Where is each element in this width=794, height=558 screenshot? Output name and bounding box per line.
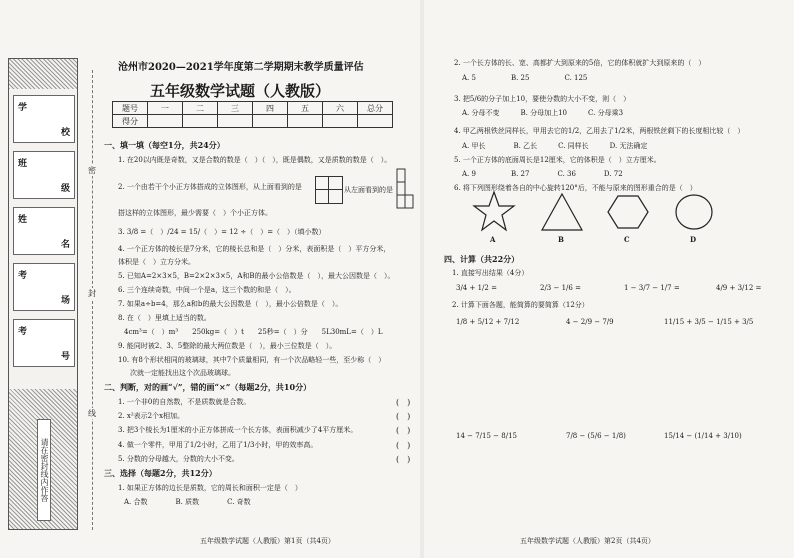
question-6: 6. 三个连续奇数，中间一个是a，这三个数的和是（ ）。 bbox=[118, 286, 296, 294]
calc-expression: 11/15 + 3/5 − 1/15 + 3/5 bbox=[664, 318, 754, 326]
choice-5: 5. 一个正方体的底面周长是12厘米，它的体积是（ ）立方厘米。 bbox=[454, 156, 661, 164]
question-4a: 4. 一个正方体的棱长是7分米，它的棱长总和是（ ）分米，表面积是（ ）平方分米， bbox=[118, 245, 391, 253]
choice-6: 6. 将下列图形绕着各自的中心旋转120°后，不能与原来的图形重合的是（ ） bbox=[454, 184, 697, 192]
question-3: 3. 3/8 =（ ）/24 = 15/（ ）= 12 ÷（ ）=（ ）（填小数） bbox=[118, 228, 326, 236]
question-10a: 10. 有8个形状相同的玻璃球，其中7个质量相同，有一个次品略轻一些，至少称（ ） bbox=[118, 356, 386, 364]
score-header-cell: 五 bbox=[288, 102, 323, 115]
score-header-cell: 三 bbox=[218, 102, 253, 115]
judge-5: 5. 分数的分母越大，分数的大小不变。 bbox=[118, 455, 239, 463]
top-view-figure bbox=[315, 176, 343, 204]
score-cell[interactable] bbox=[253, 115, 288, 128]
calc-part-1: 1. 直接写出结果（4分） bbox=[452, 269, 529, 277]
choice-1: 1. 如果正方体的边长是质数，它的周长和面积一定是（ ） bbox=[118, 484, 302, 492]
field-class[interactable]: 班 级 bbox=[13, 151, 75, 199]
question-10b: 次就一定能找出这个次品玻璃球。 bbox=[130, 369, 235, 377]
score-cell[interactable] bbox=[288, 115, 323, 128]
question-7: 7. 如果a÷b=4，那么a和b的最大公因数是（ ），最小公倍数是（ ）。 bbox=[118, 300, 343, 308]
binding-hatch-top bbox=[9, 59, 77, 89]
calc-item: 4/9 + 3/12 = bbox=[716, 284, 762, 292]
judge-answer-5[interactable]: ( ) bbox=[396, 455, 411, 464]
rotation-shapes bbox=[472, 190, 762, 234]
score-cell[interactable] bbox=[358, 115, 393, 128]
exam-header: 沧州市2020—2021学年度第二学期期末教学质量评估 bbox=[118, 62, 364, 73]
judge-4: 4. 做一个零件，甲用了1/2小时，乙用了1/3小时，甲的效率高。 bbox=[118, 441, 318, 449]
judge-2: 2. x²表示2个x相加。 bbox=[118, 412, 185, 420]
judge-answer-4[interactable]: ( ) bbox=[396, 441, 411, 450]
shape-label: C bbox=[624, 235, 630, 244]
judge-3: 3. 把3个棱长为1厘米的小正方体拼成一个长方体，表面积减少了4平方厘米。 bbox=[118, 426, 358, 434]
choice-1-options: A. 合数 B. 质数 C. 奇数 bbox=[124, 498, 251, 506]
calc-expression: 15/14 − (1/14 + 3/10) bbox=[664, 432, 742, 440]
seal-char: 线 bbox=[88, 409, 96, 418]
section-2-heading: 二、判断，对的画“√”，错的画“×”（每题2分，共10分） bbox=[104, 382, 312, 392]
score-cell[interactable] bbox=[218, 115, 253, 128]
judge-answer-1[interactable]: ( ) bbox=[396, 398, 411, 407]
shape-label: D bbox=[690, 235, 697, 244]
field-school[interactable]: 学 校 bbox=[13, 95, 75, 143]
score-header-cell: 总分 bbox=[358, 102, 393, 115]
triangle-shape bbox=[542, 194, 582, 230]
shape-label: A bbox=[490, 235, 496, 244]
star-shape bbox=[474, 192, 514, 230]
section-3-heading: 三、选择（每题2分，共12分） bbox=[104, 468, 217, 478]
score-header-cell: 二 bbox=[183, 102, 218, 115]
seal-char: 封 bbox=[88, 289, 96, 298]
seal-char: 密 bbox=[88, 166, 96, 175]
score-table bbox=[112, 101, 393, 128]
choice-5-options: A. 9 B. 27 C. 36 D. 72 bbox=[462, 170, 623, 178]
field-room[interactable]: 考 场 bbox=[13, 263, 75, 311]
score-header-cell: 六 bbox=[323, 102, 358, 115]
score-row-label: 得分 bbox=[113, 115, 148, 128]
question-5: 5. 已知A=2×3×5，B=2×2×3×5，A和B的最小公倍数是（ ），最大公因数是（ ）。 bbox=[118, 272, 395, 280]
judge-answer-2[interactable]: ( ) bbox=[396, 412, 411, 421]
exam-title: 五年级数学试题（人教版） bbox=[150, 82, 331, 100]
score-cell[interactable] bbox=[183, 115, 218, 128]
question-2a: 2. 一个由若干个小正方体搭成的立体图形，从上面看到的是 bbox=[118, 183, 302, 191]
calc-expression: 4 − 2/9 − 7/9 bbox=[566, 318, 614, 326]
question-9: 9. 能同时被2、3、5整除的最大两位数是（ ），最小三位数是（ ）。 bbox=[118, 342, 337, 350]
calc-item: 2/3 − 1/6 = bbox=[540, 284, 581, 292]
choice-3-options: A. 分母不变 B. 分母加上10 C. 分母乘3 bbox=[462, 109, 624, 117]
score-header-cell: 题号 bbox=[113, 102, 148, 115]
judge-1: 1. 一个非0的自然数，不是质数就是合数。 bbox=[118, 398, 251, 406]
calc-expression: 1/8 + 5/12 + 7/12 bbox=[456, 318, 520, 326]
hexagon-shape bbox=[608, 196, 648, 228]
page-2-footer: 五年级数学试题（人教版）第2页（共4页） bbox=[520, 537, 655, 545]
exam-page-2 bbox=[424, 0, 794, 558]
binding-strip bbox=[8, 58, 78, 530]
calc-expression: 14 − 7/15 − 8/15 bbox=[456, 432, 517, 440]
score-header-cell: 一 bbox=[148, 102, 183, 115]
question-2b: 从左面看到的是 bbox=[344, 186, 393, 194]
calc-item: 1 − 3/7 − 1/7 = bbox=[624, 284, 680, 292]
choice-3: 3. 把5/6的分子加上10，要使分数的大小不变，则（ ） bbox=[454, 95, 631, 103]
calc-part-2: 2. 计算下面各题，能简算的要简算（12分） bbox=[452, 301, 589, 309]
choice-2-options: A. 5 B. 25 C. 125 bbox=[462, 74, 588, 82]
score-cell[interactable] bbox=[148, 115, 183, 128]
section-4-heading: 四、计算（共22分） bbox=[444, 254, 520, 264]
choice-4-options: A. 甲长 B. 乙长 C. 同样长 D. 无法确定 bbox=[462, 142, 648, 150]
circle-shape bbox=[676, 195, 712, 229]
question-1: 1. 在20以内既是奇数，又是合数的数是（ ）（ ），既是偶数，又是质数的数是（ ）。 bbox=[118, 156, 392, 164]
calc-expression: 7/8 − (5/6 − 1/8) bbox=[566, 432, 626, 440]
score-cell[interactable] bbox=[323, 115, 358, 128]
question-8a: 8. 在（ ）里填上适当的数。 bbox=[118, 314, 211, 322]
field-number[interactable]: 考 号 bbox=[13, 319, 75, 367]
choice-4: 4. 甲乙两根铁丝同样长，甲用去它的1/2，乙用去了1/2米，两根铁丝剩下的长度相比较（ ） bbox=[454, 127, 745, 135]
section-1-heading: 一、填一填（每空1分，共24分） bbox=[104, 140, 225, 150]
shape-label: B bbox=[558, 235, 564, 244]
seal-line bbox=[92, 70, 93, 530]
field-name[interactable]: 姓 名 bbox=[13, 207, 75, 255]
left-view-figure bbox=[396, 168, 414, 210]
binding-note: 请在密封线内作答 bbox=[37, 419, 51, 521]
choice-2: 2. 一个长方体的长、宽、高都扩大到原来的5倍，它的体积就扩大到原来的（ ） bbox=[454, 59, 706, 67]
judge-answer-3[interactable]: ( ) bbox=[396, 426, 411, 435]
page-1-footer: 五年级数学试题（人教版）第1页（共4页） bbox=[200, 537, 335, 545]
question-4b: 体积是（ ）立方分米。 bbox=[118, 258, 195, 266]
calc-item: 3/4 + 1/2 = bbox=[456, 284, 497, 292]
question-2c: 搭这样的立体图形，最少需要（ ）个小正方体。 bbox=[118, 209, 272, 217]
question-8b: 4cm³=（ ）m³ 250kg=（ ）t 25秒=（ ）分 5L30mL=（ ）L bbox=[124, 328, 383, 336]
score-header-cell: 四 bbox=[253, 102, 288, 115]
